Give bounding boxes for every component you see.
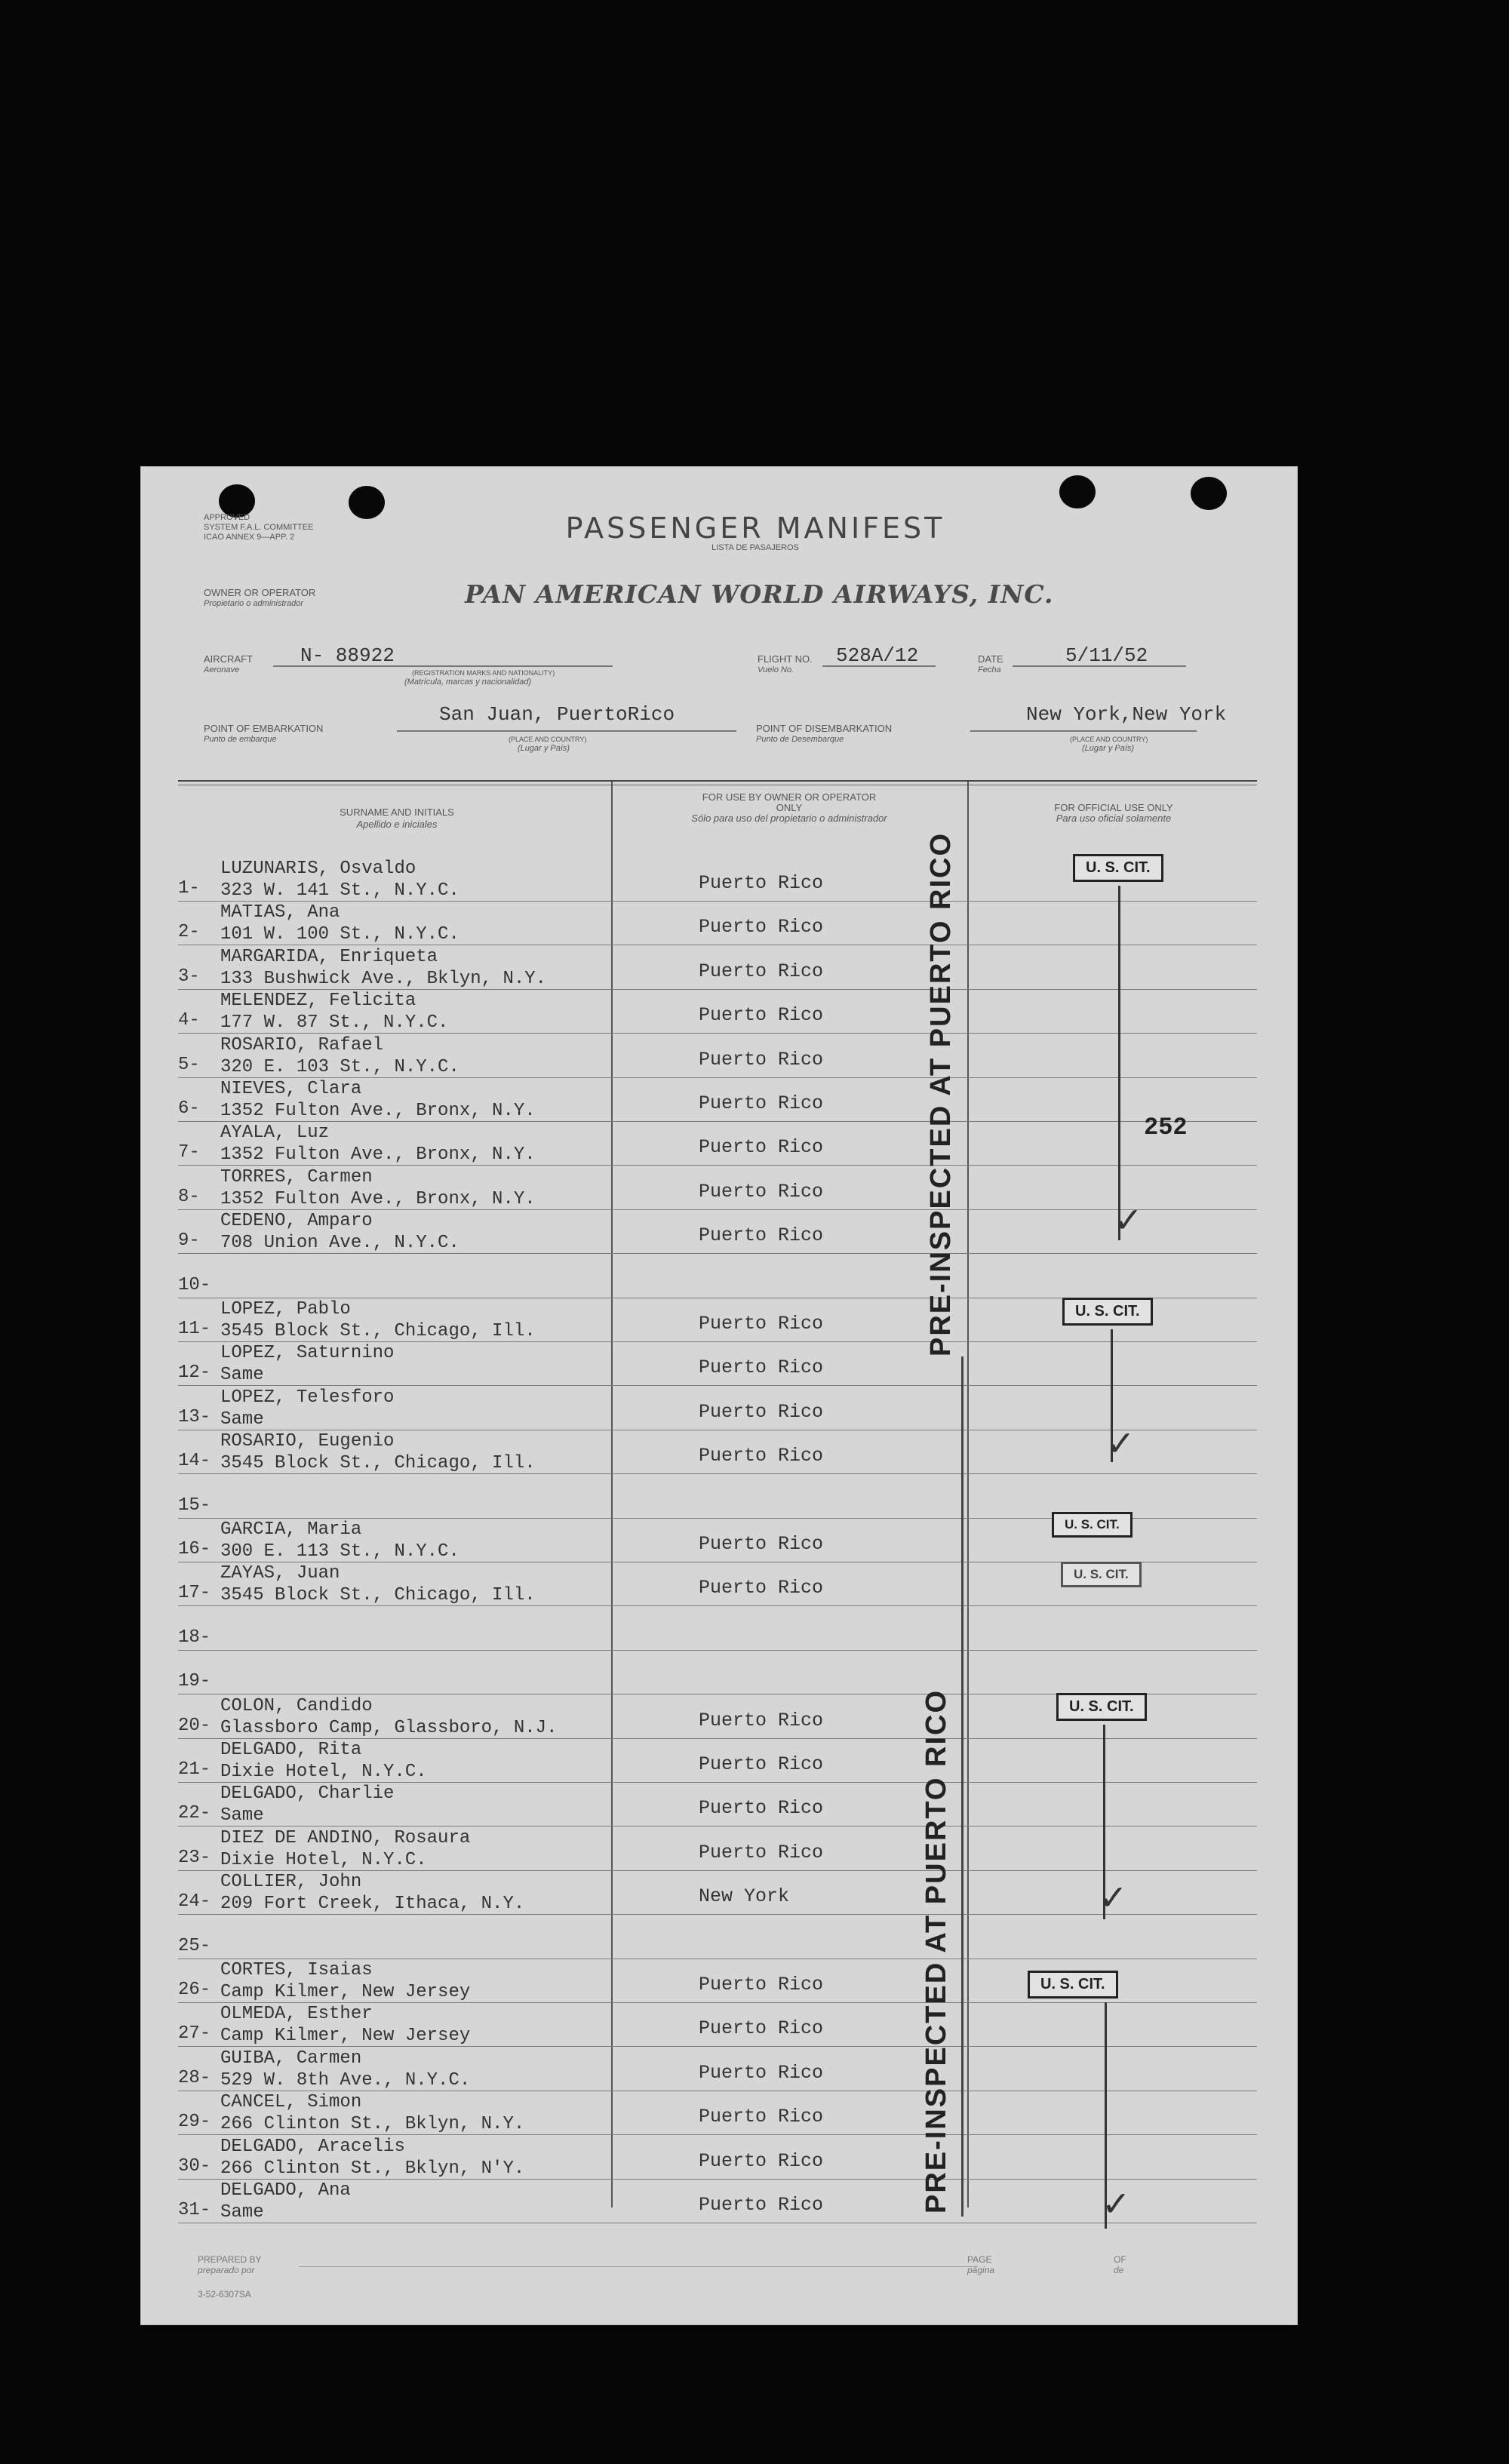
passenger-address: Camp Kilmer, New Jersey xyxy=(220,2026,471,2046)
passenger-address: 3545 Block St., Chicago, Ill. xyxy=(220,1585,536,1605)
embarked-from: Puerto Rico xyxy=(699,1313,824,1335)
embarked-from: Puerto Rico xyxy=(699,2106,824,2128)
row-number: 6- xyxy=(178,1098,200,1119)
us-citizen-stamp: U. S. CIT. xyxy=(1062,1298,1153,1326)
passenger-address: Glassboro Camp, Glassboro, N.J. xyxy=(220,1718,558,1738)
row-rule xyxy=(178,2134,1257,2135)
punch-hole xyxy=(1059,475,1096,508)
passenger-address: 101 W. 100 St., N.Y.C. xyxy=(220,924,459,945)
date-underline xyxy=(1013,665,1186,667)
preinspected-stamp: PRE-INSPECTED AT PUERTO RICO xyxy=(925,831,957,1356)
row-number: 28- xyxy=(178,2068,211,2088)
row-number: 3- xyxy=(178,966,200,987)
prepared-by-line xyxy=(299,2266,978,2267)
row-rule xyxy=(178,1341,1257,1342)
flight-label: FLIGHT NO. xyxy=(758,653,813,665)
us-citizen-stamp: U. S. CIT. xyxy=(1056,1693,1147,1721)
embarked-from: Puerto Rico xyxy=(699,2062,824,2084)
passenger-name: TORRES, Carmen xyxy=(220,1167,373,1187)
table-row xyxy=(140,1960,1298,2004)
row-number: 25- xyxy=(178,1936,211,1956)
embarked-from: Puerto Rico xyxy=(699,1224,824,1246)
of-label-es: de xyxy=(1114,2265,1124,2275)
embarked-from: Puerto Rico xyxy=(699,1797,824,1819)
us-citizen-stamp: U. S. CIT. xyxy=(1052,1512,1133,1538)
row-rule xyxy=(178,1165,1257,1166)
row-number: 24- xyxy=(178,1891,211,1912)
table-row xyxy=(140,1608,1298,1651)
passenger-address: Same xyxy=(220,1365,264,1385)
us-citizen-stamp: U. S. CIT. xyxy=(1061,1562,1142,1587)
table-row xyxy=(140,947,1298,991)
passenger-address: 266 Clinton St., Bklyn, N.Y. xyxy=(220,2114,525,2134)
table-row xyxy=(140,1255,1298,1299)
row-number: 12- xyxy=(178,1363,211,1383)
passenger-name: MATIAS, Ana xyxy=(220,902,340,923)
passenger-address: 266 Clinton St., Bklyn, N'Y. xyxy=(220,2158,525,2179)
table-row xyxy=(140,991,1298,1034)
us-citizen-stamp: U. S. CIT. xyxy=(1073,854,1163,882)
operator-name: PAN AMERICAN WORLD AIRWAYS, INC. xyxy=(465,579,1054,609)
row-number: 8- xyxy=(178,1187,200,1207)
passenger-name: DELGADO, Rita xyxy=(220,1740,362,1760)
preinspected-stamp: PRE-INSPECTED AT PUERTO RICO xyxy=(920,1688,952,2214)
passenger-address: Camp Kilmer, New Jersey xyxy=(220,1982,471,2002)
col-official-header: FOR OFFICIAL USE ONLY xyxy=(1054,802,1173,813)
row-number: 7- xyxy=(178,1142,200,1163)
passenger-name: DELGADO, Ana xyxy=(220,2180,351,2201)
form-number: 3-52-6307SA xyxy=(198,2289,251,2300)
passenger-name: CEDENO, Amparo xyxy=(220,1211,373,1231)
row-rule xyxy=(178,1914,1257,1915)
of-label: OF xyxy=(1114,2254,1126,2265)
aircraft-label: AIRCRAFT xyxy=(204,653,253,665)
us-citizen-stamp: U. S. CIT. xyxy=(1028,1971,1118,1999)
table-row xyxy=(140,2048,1298,2092)
punch-hole xyxy=(349,486,385,519)
passenger-address: 133 Bushwick Ave., Bklyn, N.Y. xyxy=(220,969,547,989)
embarked-from: Puerto Rico xyxy=(699,1445,824,1467)
disembark-value: New York,New York xyxy=(1026,703,1227,726)
owner-label-es: Propietario o administrador xyxy=(204,599,304,608)
page-label-es: página xyxy=(967,2265,995,2275)
table-row xyxy=(140,1783,1298,1827)
table-row xyxy=(140,2004,1298,2048)
row-number: 10- xyxy=(178,1275,211,1295)
row-number: 23- xyxy=(178,1848,211,1868)
row-number: 31- xyxy=(178,2200,211,2220)
row-rule xyxy=(178,1870,1257,1871)
passenger-name: ROSARIO, Eugenio xyxy=(220,1431,395,1452)
flight-label-es: Vuelo No. xyxy=(758,665,794,674)
flight-value: 528A/12 xyxy=(836,644,919,667)
aircraft-underline xyxy=(273,665,613,667)
row-rule xyxy=(178,2046,1257,2047)
disembark-label: POINT OF DISEMBARKATION xyxy=(756,723,893,734)
row-number: 1- xyxy=(178,878,200,899)
check-mark: ✓ xyxy=(1099,1877,1128,1918)
row-rule xyxy=(178,1385,1257,1386)
passenger-address: 177 W. 87 St., N.Y.C. xyxy=(220,1012,449,1033)
passenger-name: DIEZ DE ANDINO, Rosaura xyxy=(220,1828,471,1848)
passenger-name: CORTES, Isaias xyxy=(220,1960,373,1980)
table-row xyxy=(140,1916,1298,1960)
passenger-name: COLON, Candido xyxy=(220,1696,373,1716)
col-surname-header: SURNAME AND INITIALS xyxy=(340,806,454,818)
embark-place-note: (PLACE AND COUNTRY) xyxy=(509,736,587,743)
passenger-name: MARGARIDA, Enriqueta xyxy=(220,947,438,967)
row-number: 27- xyxy=(178,2023,211,2044)
passenger-address: Dixie Hotel, N.Y.C. xyxy=(220,1762,427,1782)
check-mark: ✓ xyxy=(1106,1423,1136,1464)
row-number: 5- xyxy=(178,1055,200,1075)
check-mark: ✓ xyxy=(1102,2183,1131,2224)
row-number: 19- xyxy=(178,1671,211,1691)
row-rule xyxy=(178,1121,1257,1122)
row-number: 4- xyxy=(178,1010,200,1031)
table-row xyxy=(140,1035,1298,1079)
row-rule xyxy=(178,1605,1257,1606)
embarked-from: Puerto Rico xyxy=(699,1356,824,1378)
row-number: 29- xyxy=(178,2112,211,2132)
date-label-es: Fecha xyxy=(978,665,1001,674)
row-rule xyxy=(178,1738,1257,1739)
row-number: 30- xyxy=(178,2156,211,2177)
manifest-sheet xyxy=(140,466,1298,2325)
row-rule xyxy=(178,2179,1257,2180)
row-number: 2- xyxy=(178,922,200,942)
row-number: 13- xyxy=(178,1407,211,1427)
passenger-name: GARCIA, Maria xyxy=(220,1519,362,1540)
check-mark: ✓ xyxy=(1114,1200,1143,1240)
passenger-address: 209 Fort Creek, Ithaca, N.Y. xyxy=(220,1894,525,1914)
embarked-from: Puerto Rico xyxy=(699,1004,824,1026)
embarked-from: Puerto Rico xyxy=(699,1136,824,1158)
approval-line: SYSTEM F.A.L. COMMITTEE xyxy=(204,523,314,532)
row-rule xyxy=(178,1209,1257,1210)
embarked-from: Puerto Rico xyxy=(699,2017,824,2039)
passenger-address: 323 W. 141 St., N.Y.C. xyxy=(220,880,459,901)
disembark-underline xyxy=(970,730,1197,732)
date-value: 5/11/52 xyxy=(1065,644,1148,667)
row-rule xyxy=(178,1782,1257,1783)
row-number: 18- xyxy=(178,1627,211,1648)
row-number: 26- xyxy=(178,1980,211,2000)
passenger-address: 3545 Block St., Chicago, Ill. xyxy=(220,1321,536,1341)
table-top-rule xyxy=(178,780,1257,782)
embark-value: San Juan, PuertoRico xyxy=(439,703,675,726)
passenger-address: Same xyxy=(220,1409,264,1430)
table-row xyxy=(140,2137,1298,2180)
passenger-address: 300 E. 113 St., N.Y.C. xyxy=(220,1541,459,1562)
embarked-from: Puerto Rico xyxy=(699,872,824,894)
passenger-address: 320 E. 103 St., N.Y.C. xyxy=(220,1057,459,1077)
registration-note-es: (Matrícula, marcas y nacionalidad) xyxy=(404,677,532,687)
table-row xyxy=(140,1123,1298,1166)
passenger-name: LOPEZ, Saturnino xyxy=(220,1343,395,1363)
disembark-place-note: (PLACE AND COUNTRY) xyxy=(1070,736,1148,743)
row-number: 14- xyxy=(178,1451,211,1471)
embark-underline xyxy=(397,730,736,732)
passenger-name: ZAYAS, Juan xyxy=(220,1563,340,1584)
passenger-address: Same xyxy=(220,1805,264,1826)
row-rule xyxy=(178,989,1257,990)
passenger-name: GUIBA, Carmen xyxy=(220,2048,362,2069)
table-row xyxy=(140,1343,1298,1387)
embarked-from: Puerto Rico xyxy=(699,1049,824,1071)
passenger-name: LOPEZ, Telesforo xyxy=(220,1387,395,1408)
row-number: 21- xyxy=(178,1759,211,1780)
punch-hole xyxy=(1191,477,1227,510)
embarked-from: Puerto Rico xyxy=(699,1577,824,1599)
bracket-line xyxy=(1118,886,1120,1240)
prepared-by-label: PREPARED BY xyxy=(198,2254,262,2265)
prepared-by-label-es: preparado por xyxy=(198,2265,255,2275)
embarked-from: Puerto Rico xyxy=(699,2150,824,2172)
passenger-name: MELENDEZ, Felicita xyxy=(220,991,416,1011)
row-number: 11- xyxy=(178,1319,211,1339)
passenger-address: Dixie Hotel, N.Y.C. xyxy=(220,1850,427,1870)
aircraft-value: N- 88922 xyxy=(300,644,395,667)
row-rule xyxy=(178,1033,1257,1034)
passenger-address: 3545 Block St., Chicago, Ill. xyxy=(220,1453,536,1473)
row-number: 16- xyxy=(178,1539,211,1559)
passenger-address: 1352 Fulton Ave., Bronx, N.Y. xyxy=(220,1101,536,1121)
flight-underline xyxy=(822,665,936,667)
page-label: PAGE xyxy=(967,2254,992,2265)
manifest-title: PASSENGER MANIFEST xyxy=(565,512,945,545)
table-row xyxy=(140,902,1298,946)
passenger-address: 1352 Fulton Ave., Bronx, N.Y. xyxy=(220,1144,536,1165)
row-rule xyxy=(178,1077,1257,1078)
row-number: 22- xyxy=(178,1803,211,1823)
embarked-from: Puerto Rico xyxy=(699,1710,824,1731)
col-owner-header-es: Sólo para uso del propietario o administrador xyxy=(691,813,887,824)
table-row xyxy=(140,1828,1298,1872)
passenger-name: LOPEZ, Pablo xyxy=(220,1299,351,1320)
col-official-header-es: Para uso oficial solamente xyxy=(1056,813,1172,824)
embark-label: POINT OF EMBARKATION xyxy=(204,723,324,734)
date-label: DATE xyxy=(978,653,1003,665)
passenger-address: 1352 Fulton Ave., Bronx, N.Y. xyxy=(220,1189,536,1209)
table-row xyxy=(140,1079,1298,1123)
passenger-name: AYALA, Luz xyxy=(220,1123,330,1143)
passenger-address: Same xyxy=(220,2202,264,2223)
row-rule xyxy=(178,901,1257,902)
passenger-name: COLLIER, John xyxy=(220,1872,362,1892)
embarked-from: Puerto Rico xyxy=(699,2194,824,2216)
embarked-from: Puerto Rico xyxy=(699,1401,824,1423)
passenger-name: DELGADO, Aracelis xyxy=(220,2137,405,2157)
table-row xyxy=(140,1651,1298,1695)
table-row xyxy=(140,2092,1298,2136)
row-rule xyxy=(178,2002,1257,2003)
table-row xyxy=(140,1740,1298,1783)
manifest-subtitle: LISTA DE PASAJEROS xyxy=(711,543,799,552)
approval-line: APPROVED xyxy=(204,513,250,522)
passenger-name: OLMEDA, Esther xyxy=(220,2004,373,2024)
embarked-from: New York xyxy=(699,1885,790,1907)
owner-label: OWNER OR OPERATOR xyxy=(204,587,316,598)
approval-line: ICAO ANNEX 9—APP. 2 xyxy=(204,533,295,542)
embark-place-note-es: (Lugar y País) xyxy=(518,744,570,753)
row-rule xyxy=(178,1253,1257,1254)
passenger-address: 708 Union Ave., N.Y.C. xyxy=(220,1233,459,1253)
row-number: 9- xyxy=(178,1230,200,1251)
embarked-from: Puerto Rico xyxy=(699,1533,824,1555)
embarked-from: Puerto Rico xyxy=(699,960,824,982)
count-note: 252 xyxy=(1144,1114,1188,1141)
embarked-from: Puerto Rico xyxy=(699,916,824,938)
passenger-name: ROSARIO, Rafael xyxy=(220,1035,384,1055)
passenger-name: CANCEL, Simon xyxy=(220,2092,362,2112)
row-rule xyxy=(178,1473,1257,1474)
registration-note: (REGISTRATION MARKS AND NATIONALITY) xyxy=(412,669,555,677)
disembark-label-es: Punto de Desembarque xyxy=(756,735,844,744)
passenger-name: DELGADO, Charlie xyxy=(220,1783,395,1804)
embarked-from: Puerto Rico xyxy=(699,1092,824,1114)
embarked-from: Puerto Rico xyxy=(699,1753,824,1775)
stamp-rule xyxy=(961,1356,963,2217)
col-owner-header: FOR USE BY OWNER OR OPERATOR ONLY xyxy=(702,791,877,813)
aircraft-label-es: Aeronave xyxy=(204,665,240,674)
passenger-name: LUZUNARIS, Osvaldo xyxy=(220,859,416,879)
embarked-from: Puerto Rico xyxy=(699,1181,824,1203)
embark-label-es: Punto de embarque xyxy=(204,735,277,744)
embarked-from: Puerto Rico xyxy=(699,1974,824,1995)
disembark-place-note-es: (Lugar y País) xyxy=(1082,744,1135,753)
row-number: 15- xyxy=(178,1495,211,1516)
row-number: 20- xyxy=(178,1716,211,1736)
col-surname-header-es: Apellido e iniciales xyxy=(356,819,438,830)
passenger-address: 529 W. 8th Ave., N.Y.C. xyxy=(220,2070,471,2091)
row-number: 17- xyxy=(178,1583,211,1603)
passenger-name: NIEVES, Clara xyxy=(220,1079,362,1099)
embarked-from: Puerto Rico xyxy=(699,1842,824,1863)
row-rule xyxy=(178,1650,1257,1651)
